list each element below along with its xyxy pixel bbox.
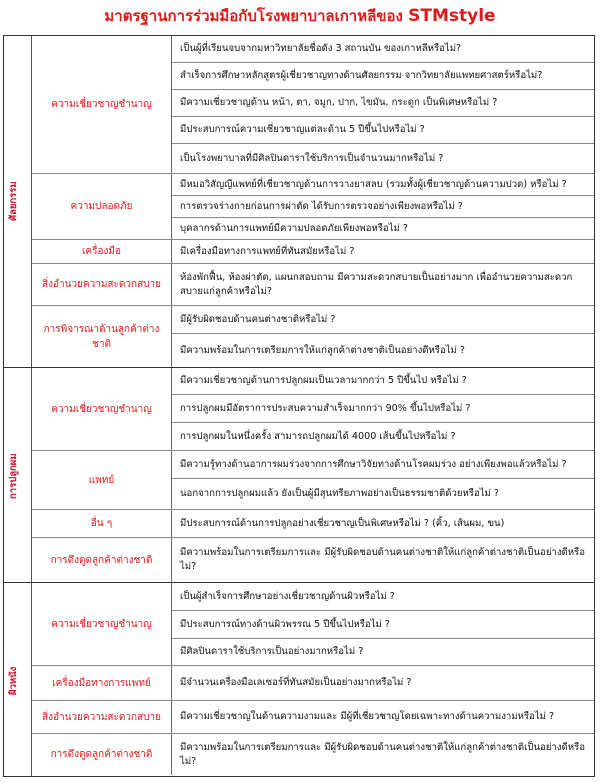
category-label: เครื่องมือ [32, 240, 172, 264]
category-label: สิ่งอำนวยความสะดวกสบาย [32, 701, 172, 734]
question-row: มีความรู้ทางด้านอาการผมร่วงจากการศึกษาวิจัยทางด้านโรคผมร่วง อย่างเพียงพอแล้วหรือไม่ ? [172, 451, 594, 479]
question-row: การปลูกผมมีอัตราการประสบความสำเร็จมากกว่า 90% ขึ้นไปหรือไม่ ? [172, 395, 594, 423]
question-row: มีประสบการณ์ความเชี่ยวชาญแต่ละด้าน 5 ปีขึ้นไปหรือไม่ ? [172, 117, 594, 144]
question-row: มีความพร้อมในการเตรียมการและ มีผู้รับผิดชอบด้านคนต่างชาติให้แก่ลูกค้าต่างชาติเป็นอย่างดีหรือไม่? [180, 547, 585, 572]
question-row: มีความเชี่ยวชาญในด้านความงามและ มีผู้ที่เชี่ยวชาญโดยเฉพาะทางด้านความงามหรือไม่ ? [172, 701, 594, 734]
question-row: มีประสบการณ์ทางด้านผิวพรรณ 5 ปีขึ้นไปหรือไม่ ? [172, 611, 594, 639]
question-row: เป็นผู้ที่เรียนจบจากมหาวิทยาลัยชื่อดัง 3 สถานบัน ของเกาหลีหรือไม่? [172, 36, 594, 63]
category-label: อื่น ๆ [32, 510, 172, 538]
category-label: ความเชี่ยวชาญชำนาญ [32, 368, 172, 451]
category-label: เครื่องมือทางการแพทย์ [32, 666, 172, 701]
question-row: นอกจากการปลูกผมแล้ว ยังเป็นผู้มีสุนทรียภาพอย่างเป็นธรรมชาติด้วยหรือไม่ ? [172, 479, 594, 510]
question-row: มีความพร้อมในการเตรียมการและ มีผู้รับผิดชอบด้านคนต่างชาติให้แก่ลูกค้าต่างชาติเป็นอย่างดีหรือไม่? [180, 741, 585, 767]
category-label: ความเชี่ยวชาญชำนาญ [32, 583, 172, 666]
section-label: ศัลยกรรม [8, 181, 19, 221]
criteria-table [3, 35, 595, 777]
category-label: แพทย์ [32, 451, 172, 510]
page-title [0, 4, 600, 30]
question-row: มีความเชี่ยวชาญด้านการปลูกผมเป็นเวลามากกว่า 5 ปีขึ้นไป หรือไม่ ? [172, 368, 594, 395]
title-prefix: มาตรฐานการร่วมมือกับโรงพยาบาลเกาหลีของ [104, 7, 403, 25]
question-row: เป็นผู้สำเร็จการศึกษาอย่างเชี่ยวชาญด้านผิวหรือไม่ ? [172, 583, 594, 611]
category-label: ความปลอดภัย [32, 174, 172, 240]
section-label: ผิวหนัง [8, 666, 19, 696]
question-row: มีเครื่องมือทางการแพทย์ที่ทันสมัยหรือไม่ ? [172, 240, 594, 264]
question-row: การปลูกผมในหนึ่งครั้ง สามารถปลูกผมได้ 4000 เส้นขึ้นไปหรือไม่ ? [172, 423, 594, 451]
question-row: มีจำนวนเครื่องมือเลเซอร์ที่ทันสมัยเป็นอย่างมากหรือไม่ ? [172, 666, 594, 701]
question-row: สำเร็จการศึกษาหลักสูตรผู้เชี่ยวชาญทางด้านศัลยกรรม จากวิทยาลัยแพทยศาสตร์หรือไม่? [172, 63, 594, 90]
question-row: มีความพร้อมในการเตรียมการให้แก่ลูกค้าต่างชาติเป็นอย่างดีหรือไม่ ? [180, 344, 466, 356]
category-label: การดึงดูดลูกค้าต่างชาติ [32, 734, 172, 775]
question-row: การตรวจร่างกายก่อนการผ่าตัด ได้รับการตรวจอย่างเพียงพอหรือไม่ ? [172, 196, 594, 218]
category-label: การดึงดูดลูกค้าต่างชาติ [32, 538, 172, 582]
question-row: มีความเชี่ยวชาญด้าน หน้า, ตา, จมูก, ปาก, ไขมัน, กระดูก เป็นพิเศษหรือไม่ ? [172, 90, 594, 117]
section-label: การปลูกผม [8, 453, 19, 499]
category-label: สิ่งอำนวยความสะดวกสบาย [32, 264, 172, 306]
question-row: มีศิลปินดาราใช้บริการเป็นอย่างมากหรือไม่ ? [172, 639, 594, 666]
category-label: ความเชี่ยวชาญชำนาญ [32, 36, 172, 174]
question-row: เป็นโรงพยาบาลที่มีศิลปินดาราใช้บริการเป็นจำนวนมากหรือไม่ ? [172, 144, 594, 174]
question-row: มีหมอวิสัญญีแพทย์ที่เชี่ยวชาญด้านการวางยาสลบ (รวมทั้งผู้เชี่ยวชาญด้านความปวด) หรือไม่ ? [172, 174, 594, 196]
question-row: ห้องพักฟื้น, ห้องผ่าตัด, แผนกสอบถาม มีความสะดวกสบายเป็นอย่างมาก เพื่ออำนวยความสะดวกสบายแก่ลูกค้าหรือไม่? [172, 264, 594, 306]
question-row: มีประสบการณ์ด้านการปลูกอย่างเชี่ยวชาญเป็นพิเศษหรือไม่ ? (คิ้ว, เส้นผม, ขน) [172, 510, 594, 538]
question-row: มีผู้รับผิดชอบด้านคนต่างชาติหรือไม่ ? [172, 306, 594, 334]
title-brand: STMstyle [408, 6, 496, 26]
question-row: บุคลากรด้านการแพทย์มีความปลอดภัยเพียงพอหรือไม่ ? [172, 218, 594, 240]
category-label: การพิจารณาด้านลูกค้าต่างชาติ [32, 306, 172, 367]
